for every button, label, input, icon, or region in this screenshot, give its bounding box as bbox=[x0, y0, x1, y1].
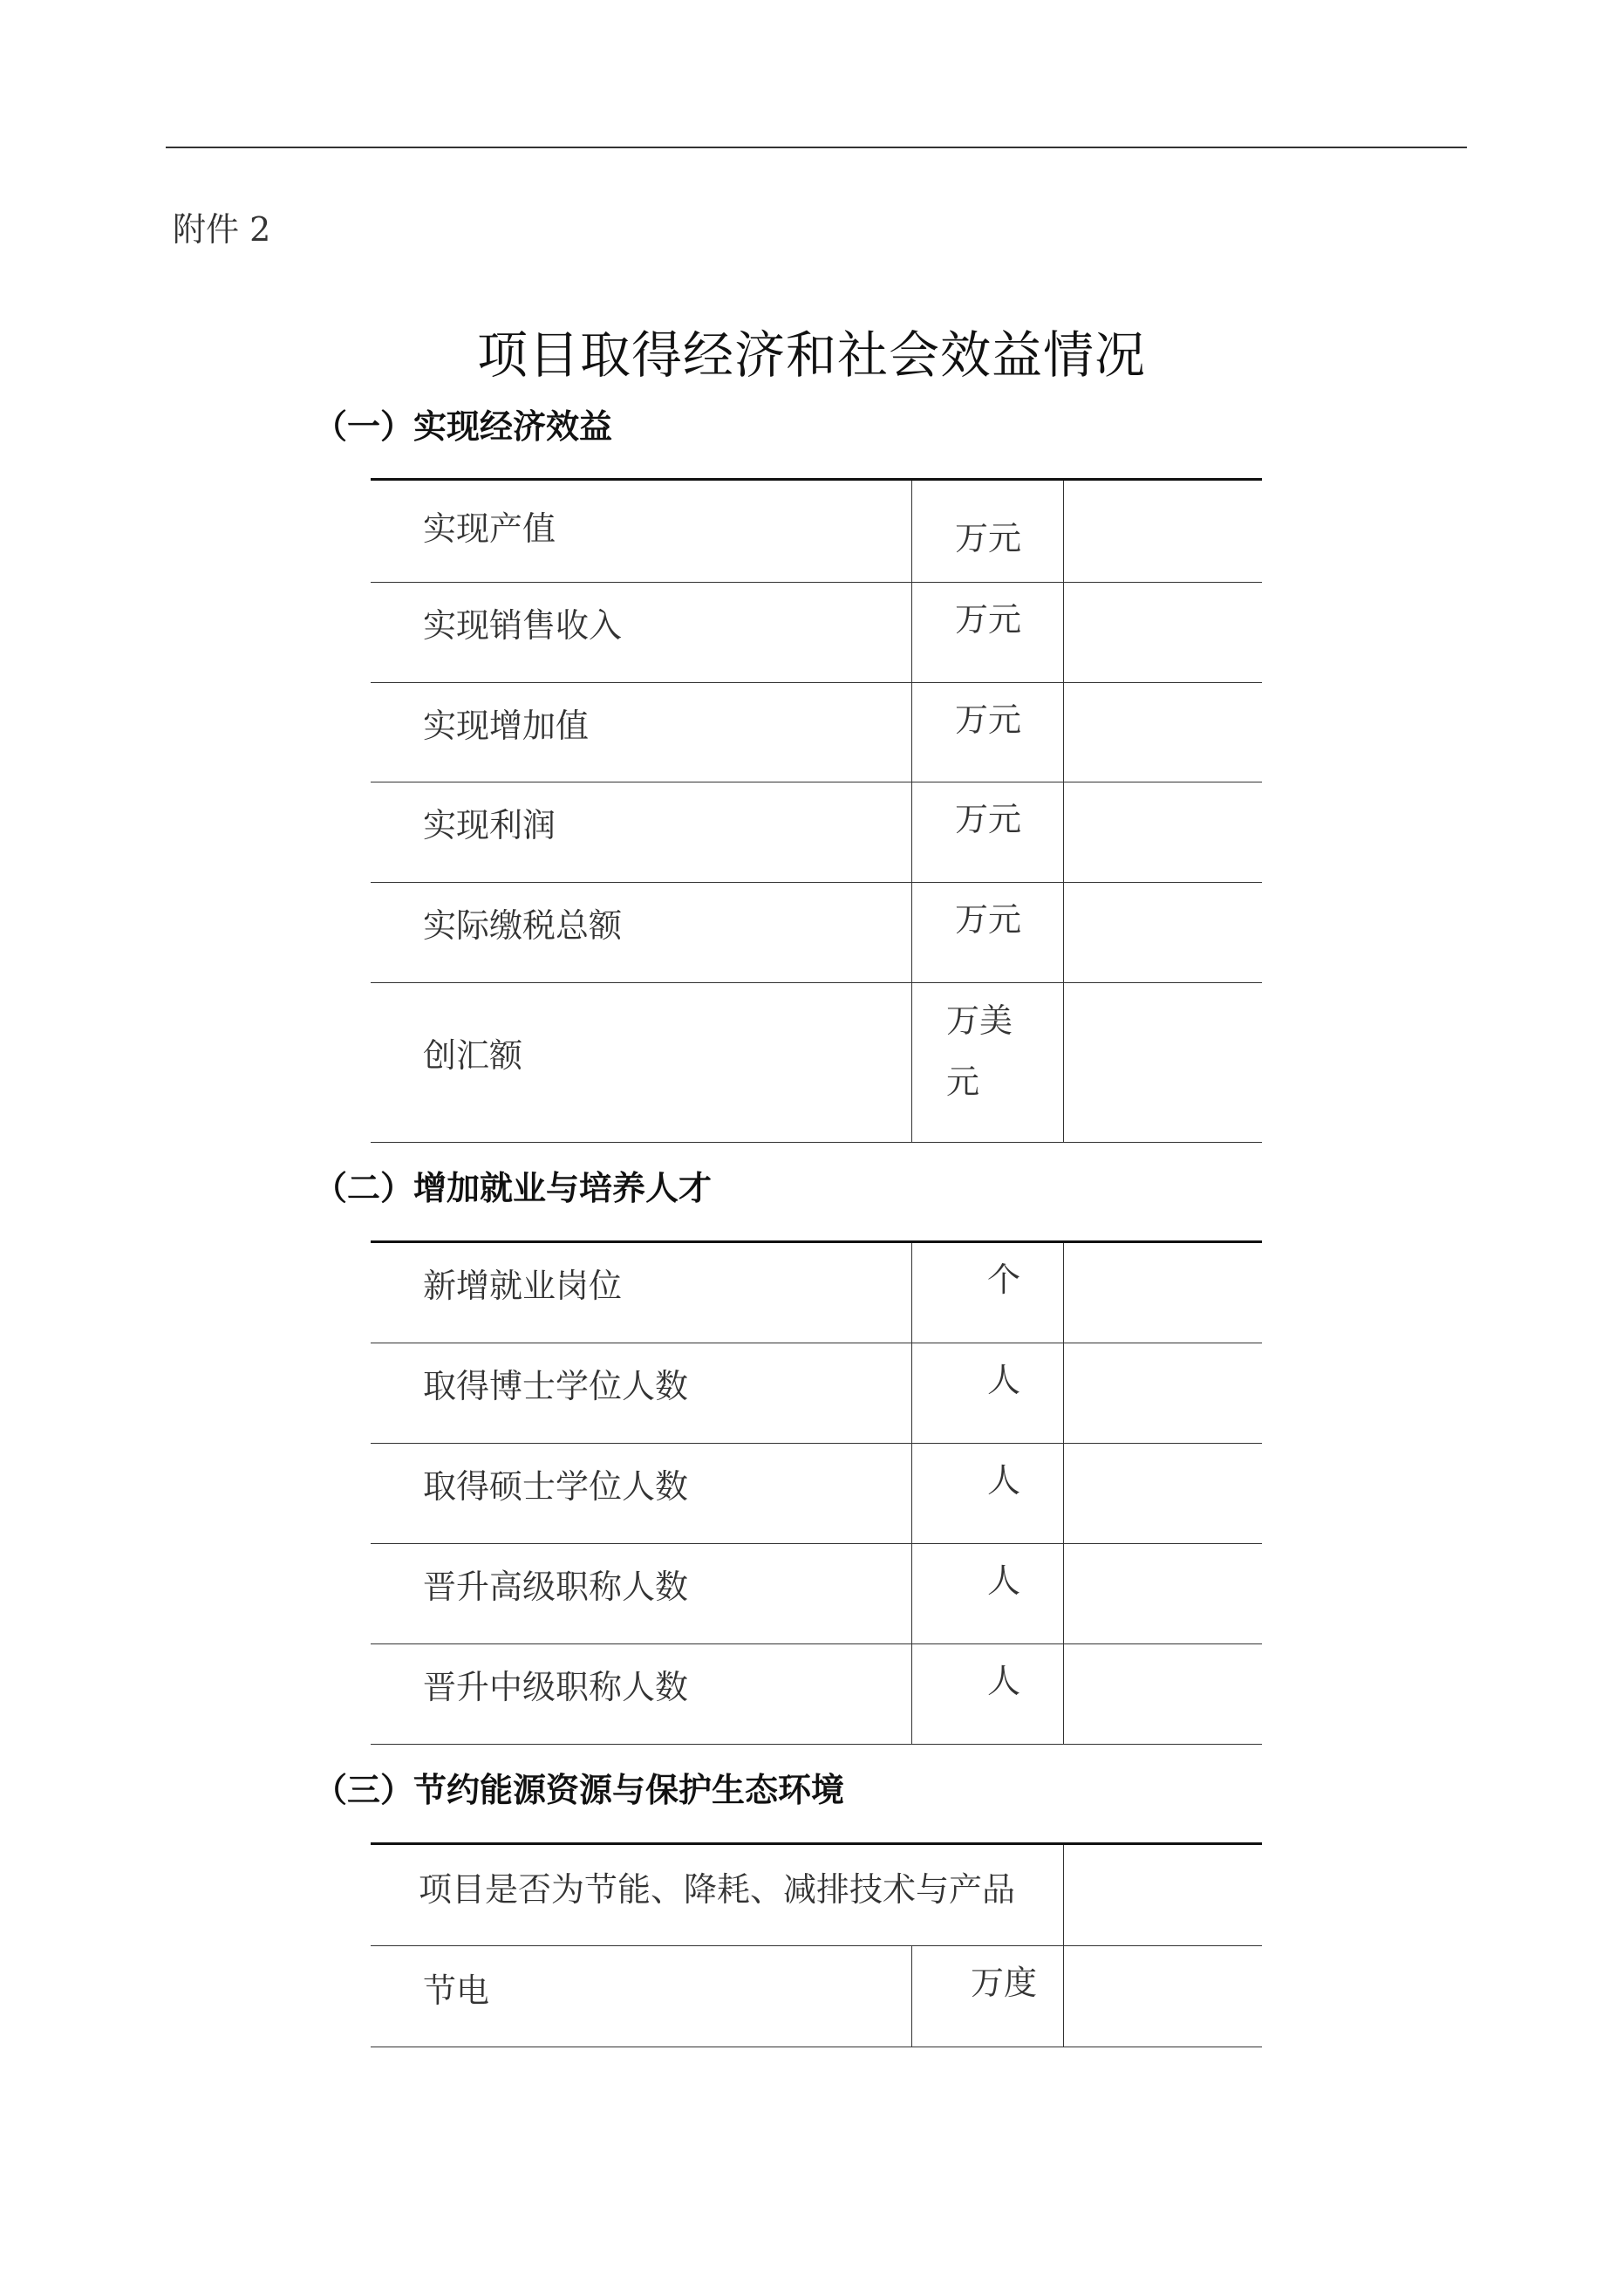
value-cell[interactable] bbox=[1065, 1644, 1262, 1744]
attachment-label: 附件 2 bbox=[173, 210, 271, 249]
table-row bbox=[371, 1644, 1262, 1745]
row-label: 实现销售收入 bbox=[423, 606, 623, 645]
section-heading-energy: （三）节约能源资源与保护生态环境 bbox=[314, 1771, 845, 1809]
row-label: 实现产值 bbox=[423, 509, 556, 548]
table-row bbox=[371, 782, 1262, 883]
row-unit: 人 bbox=[986, 1461, 1020, 1500]
value-cell[interactable] bbox=[1065, 683, 1262, 782]
value-cell[interactable] bbox=[1065, 1243, 1262, 1343]
row-label: 取得博士学位人数 bbox=[423, 1367, 689, 1405]
row-unit: 万美元 bbox=[946, 1001, 1013, 1102]
value-cell[interactable] bbox=[1065, 1544, 1262, 1643]
table-employment bbox=[371, 1240, 1262, 1745]
value-cell[interactable] bbox=[1065, 1845, 1262, 1945]
header-rule bbox=[166, 147, 1467, 148]
value-cell[interactable] bbox=[1065, 1946, 1262, 2047]
row-label: 实际缴税总额 bbox=[423, 906, 623, 945]
table-row bbox=[371, 983, 1262, 1143]
value-cell[interactable] bbox=[1065, 883, 1262, 982]
row-unit: 个 bbox=[986, 1261, 1020, 1299]
value-cell[interactable] bbox=[1065, 583, 1262, 682]
table-row bbox=[371, 1544, 1262, 1644]
section-heading-economic: （一）实现经济效益 bbox=[314, 407, 613, 446]
row-unit: 人 bbox=[986, 1561, 1020, 1600]
row-label: 取得硕士学位人数 bbox=[423, 1467, 689, 1506]
table-row bbox=[371, 1243, 1262, 1343]
row-unit: 万元 bbox=[954, 600, 1021, 639]
table-economic bbox=[371, 478, 1262, 1143]
table-energy bbox=[371, 1842, 1262, 2047]
row-unit: 万元 bbox=[954, 519, 1021, 557]
value-cell[interactable] bbox=[1065, 481, 1262, 582]
row-unit: 万元 bbox=[954, 900, 1021, 939]
row-unit: 万元 bbox=[954, 700, 1021, 739]
page-title: 项目取得经济和社会效益情况 bbox=[476, 325, 1146, 385]
row-unit: 人 bbox=[986, 1361, 1020, 1399]
row-label: 新增就业岗位 bbox=[423, 1267, 623, 1305]
row-label: 晋升中级职称人数 bbox=[423, 1668, 689, 1706]
row-unit: 万元 bbox=[954, 800, 1021, 838]
row-label: 节电 bbox=[423, 1971, 490, 2010]
row-label: 实现增加值 bbox=[423, 707, 590, 745]
value-cell[interactable] bbox=[1065, 1444, 1262, 1543]
row-unit: 人 bbox=[986, 1662, 1020, 1700]
row-unit: 万度 bbox=[970, 1964, 1037, 2002]
table-row bbox=[371, 1946, 1262, 2047]
row-label: 实现利润 bbox=[423, 806, 556, 844]
section-heading-employment: （二）增加就业与培养人才 bbox=[314, 1169, 713, 1207]
table-row bbox=[371, 481, 1262, 583]
value-cell[interactable] bbox=[1065, 1343, 1262, 1443]
table-row bbox=[371, 1343, 1262, 1444]
row-label: 创汇额 bbox=[423, 1036, 523, 1075]
table-row bbox=[371, 583, 1262, 683]
value-cell[interactable] bbox=[1065, 983, 1262, 1142]
row-label: 项目是否为节能、降耗、减排技术与产品 bbox=[419, 1870, 1016, 1909]
table-row bbox=[371, 683, 1262, 782]
table-row bbox=[371, 1444, 1262, 1544]
row-label: 晋升高级职称人数 bbox=[423, 1568, 689, 1606]
table-row bbox=[371, 1845, 1262, 1946]
value-cell[interactable] bbox=[1065, 782, 1262, 882]
table-row bbox=[371, 883, 1262, 983]
